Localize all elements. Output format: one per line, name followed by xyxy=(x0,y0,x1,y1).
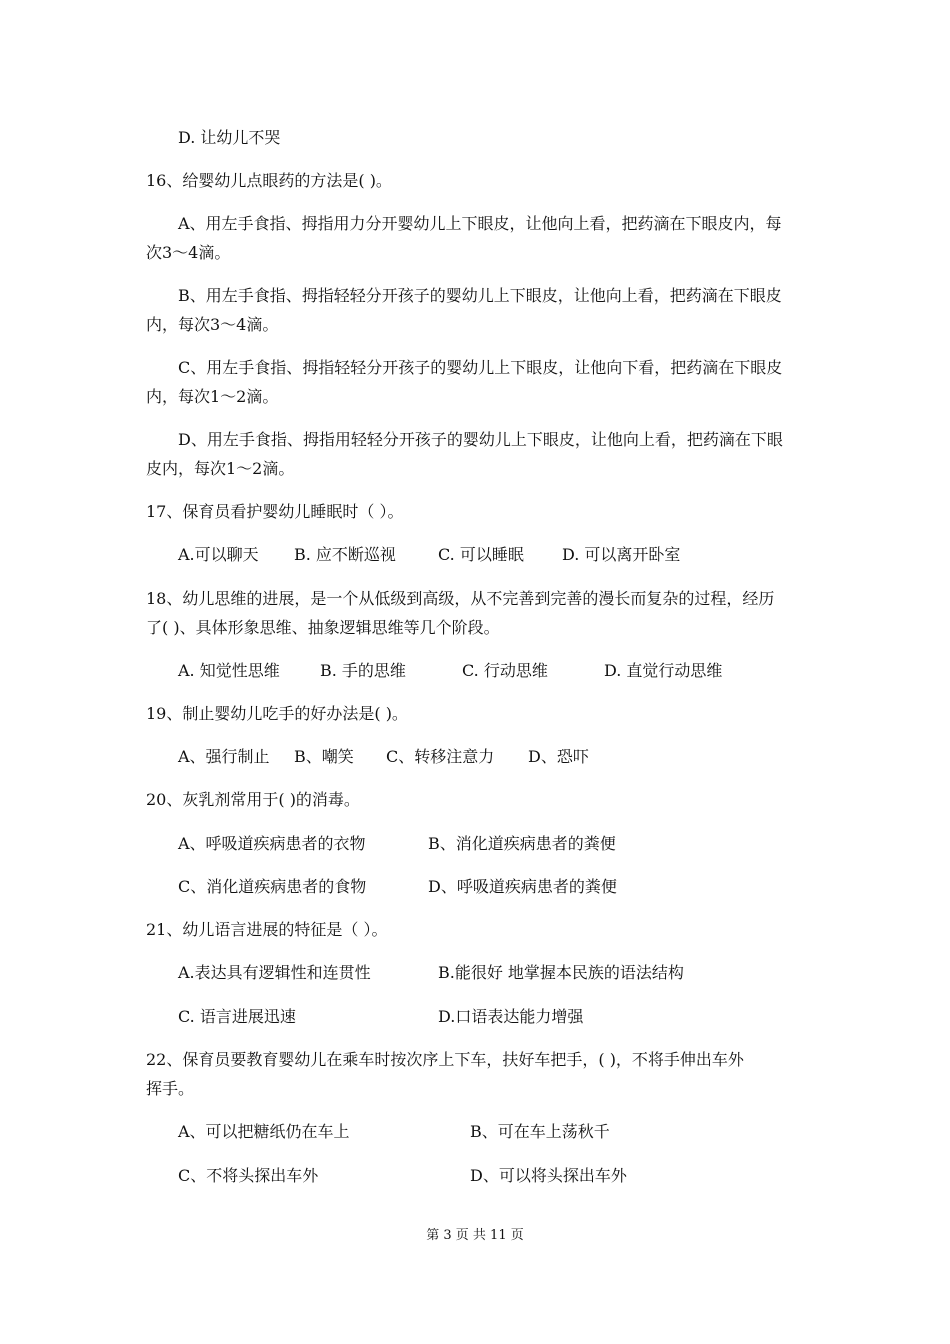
question-17: 17、保育员看护婴幼儿睡眠时（ ）。 xyxy=(146,502,404,521)
q18-option-c: C. 行动思维 xyxy=(462,661,548,680)
q16-option-b-line2: 内，每次3～4滴。 xyxy=(146,315,279,334)
q16-option-d-line2: 皮内，每次1～2滴。 xyxy=(146,459,295,478)
q16-option-d-line1: D、用左手食指、拇指用轻轻分开孩子的婴幼儿上下眼皮，让他向上看，把药滴在下眼 xyxy=(178,430,783,449)
q22-option-d: D、可以将头探出车外 xyxy=(470,1166,627,1185)
q17-option-a: A.可以聊天 xyxy=(178,545,259,564)
q17-option-b: B. 应不断巡视 xyxy=(294,545,396,564)
q16-option-c-line2: 内，每次1～2滴。 xyxy=(146,387,279,406)
question-18-line2: 了( )、具体形象思维、抽象逻辑思维等几个阶段。 xyxy=(146,618,500,637)
q18-option-a: A. 知觉性思维 xyxy=(178,661,280,680)
q19-option-b: B、嘲笑 xyxy=(294,747,354,766)
q22-option-c: C、不将头探出车外 xyxy=(178,1166,319,1185)
question-21: 21、幼儿语言进展的特征是（ ）。 xyxy=(146,920,388,939)
q20-option-c: C、消化道疾病患者的食物 xyxy=(178,877,367,896)
q19-option-c: C、转移注意力 xyxy=(386,747,495,766)
q15-option-d: D. 让幼儿不哭 xyxy=(178,128,281,147)
q21-option-d: D.口语表达能力增强 xyxy=(438,1007,584,1026)
q19-option-d: D、恐吓 xyxy=(528,747,589,766)
q16-option-c-line1: C、用左手食指、拇指轻轻分开孩子的婴幼儿上下眼皮，让他向下看，把药滴在下眼皮 xyxy=(178,358,783,377)
q16-option-b-line1: B、用左手食指、拇指轻轻分开孩子的婴幼儿上下眼皮，让他向上看，把药滴在下眼皮 xyxy=(178,286,782,305)
q18-option-d: D. 直觉行动思维 xyxy=(604,661,723,680)
page-footer: 第 3 页 共 11 页 xyxy=(426,1228,524,1243)
question-16: 16、给婴幼儿点眼药的方法是( )。 xyxy=(146,171,392,190)
q20-option-d: D、呼吸道疾病患者的粪便 xyxy=(428,877,617,896)
q19-option-a: A、强行制止 xyxy=(178,747,270,766)
question-22-line2: 挥手。 xyxy=(146,1079,195,1098)
q21-option-c: C. 语言进展迅速 xyxy=(178,1007,296,1026)
q17-option-c: C. 可以睡眠 xyxy=(438,545,524,564)
q21-option-a: A.表达具有逻辑性和连贯性 xyxy=(178,963,371,982)
question-20: 20、灰乳剂常用于( )的消毒。 xyxy=(146,790,360,809)
q16-option-a-line2: 次3～4滴。 xyxy=(146,243,231,262)
question-22-line1: 22、保育员要教育婴幼儿在乘车时按次序上下车，扶好车把手，( )，不将手伸出车外 xyxy=(146,1050,744,1069)
q20-option-b: B、消化道疾病患者的粪便 xyxy=(428,834,616,853)
q22-option-a: A、可以把糖纸仍在车上 xyxy=(178,1122,350,1141)
question-18-line1: 18、幼儿思维的进展，是一个从低级到高级，从不完善到完善的漫长而复杂的过程，经历 xyxy=(146,589,775,608)
question-19: 19、制止婴幼儿吃手的好办法是( )。 xyxy=(146,704,408,723)
q17-option-d: D. 可以离开卧室 xyxy=(562,545,681,564)
q16-option-a-line1: A、用左手食指、拇指用力分开婴幼儿上下眼皮，让他向上看，把药滴在下眼皮内，每 xyxy=(178,214,782,233)
q21-option-b: B.能很好 地掌握本民族的语法结构 xyxy=(438,963,684,982)
q22-option-b: B、可在车上荡秋千 xyxy=(470,1122,610,1141)
q18-option-b: B. 手的思维 xyxy=(320,661,406,680)
q20-option-a: A、呼吸道疾病患者的衣物 xyxy=(178,834,366,853)
